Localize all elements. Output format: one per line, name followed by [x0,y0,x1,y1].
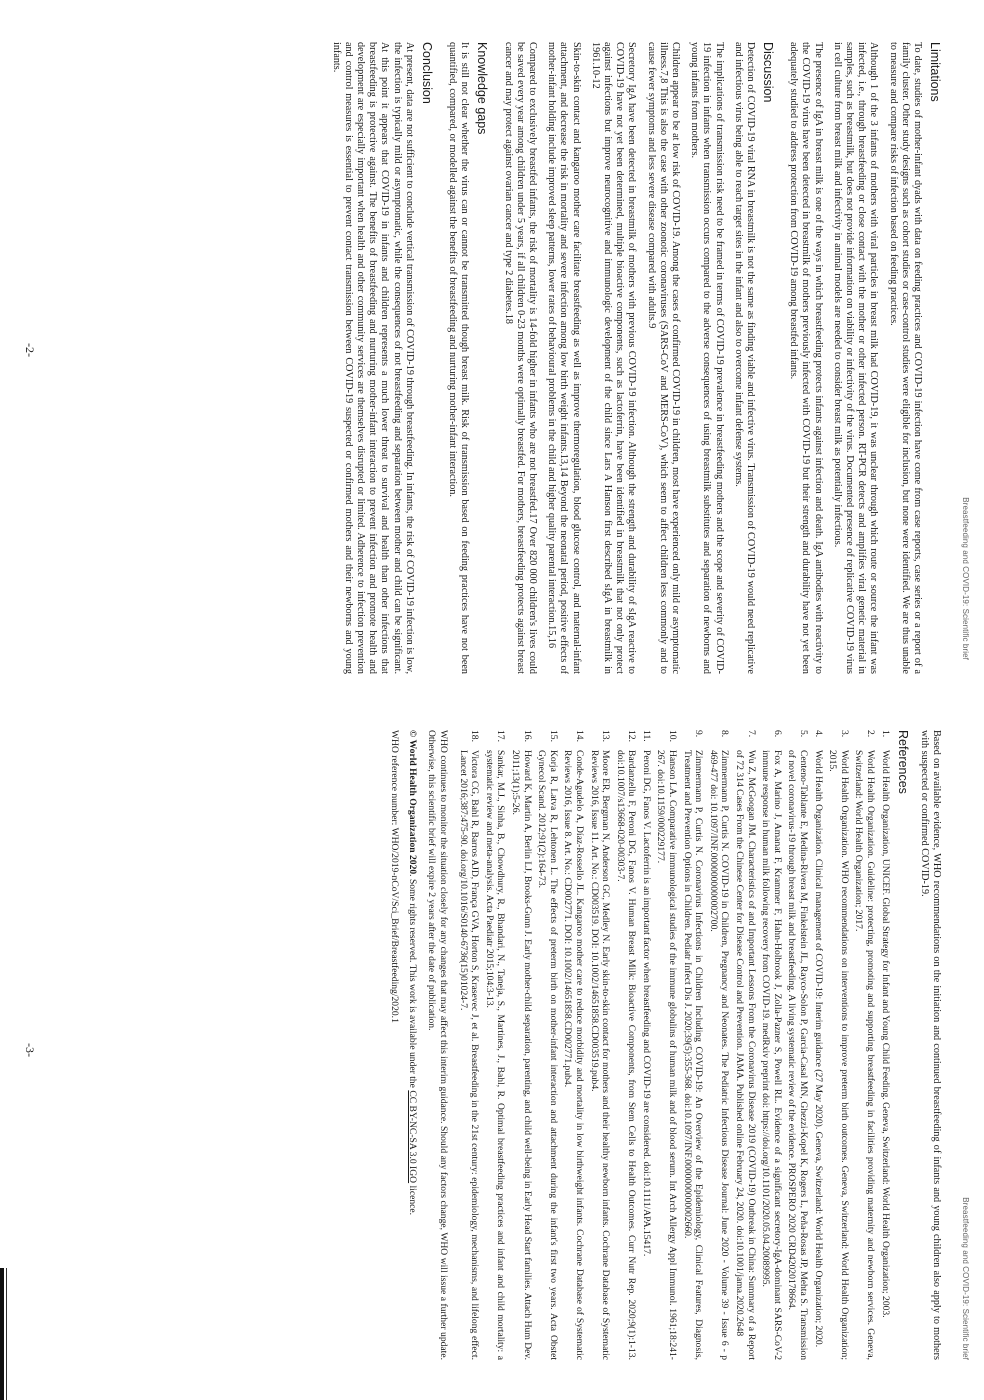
reference-number: 18. [469,730,481,742]
body-paragraph: The implications of transmission risk need to be framed in terms of COVID-19 prevalence in breastfeeding mothers and the scope and severity of COVID-19 infection in infants when transmission occurs compared to the adverse consequences of using breastmilk substitutes and separation of newborns and young infants from mothers. [689,42,725,674]
scan-edge-bar [0,1268,4,1400]
license-link[interactable]: CC BY-NC-SA 3.0 IGO [407,1090,419,1184]
body-paragraph: Children appear to be at low risk of COVID-19. Among the cases of confirmed COVID-19 in children, most have experienced only mild or asymptomatic illness.7,8 This is also the case with other zoonotic coronaviruses (SARS-CoV and MERS-CoV), which seem to affect children less commonly and to cause fewer symptoms and less severe disease compared with adults.9 [645,42,681,674]
reference-number: 11. [640,730,652,742]
reference-number: 6. [771,730,783,738]
reference-item [483,730,506,1360]
reference-item [655,730,678,1360]
body-paragraph: At present, data are not sufficient to conclude vertical transmission of COVID-19 through breastfeeding. In infants, the risk of COVID-19 infection is low, the infection is typically mild or asymptomatic, while the consequences of not breastfeeding and separation between mother and child can be significant. At this point it appears that COVID-19 in infants and children represents a much lower threat to survival and health than other infections that breastfeeding is protective against. The benefits of breastfeeding and nurturing mother-infant interaction to prevent infection and promote health and development are especially important when health and other community services are themselves disrupted or limited. Adherence to infection prevention and control measures is essential to prevent contact transmission between COVID-19 suspected or confirmed mothers and their newborns and young infants. [330,42,415,674]
reference-number: 4. [812,730,824,738]
reference-item [640,730,652,1360]
footer-notes [388,730,449,1360]
section-heading: Conclusion [419,42,434,104]
reference-text: Wu Z, McGoogan JM. Characteristics of and Important Lessons From the Coronavirus Disease 2019 (COVID-19) Outbreak in China: Summary of a Report of 72 314 Cases From the Chinese Center for Disease Control and Prevention. JAMA. Published online February 24, 2020. doi:10.1001/jama.2020.2648 [734,750,757,1360]
references-heading: References [895,730,910,794]
reference-number: 5. [798,730,810,738]
reference-number: 9. [693,730,705,738]
reference-text: Victora CG, Bahl R, Barros AJD, França GVA, Horton S, Krasevec J, et al. Breastfeeding in the 21st century: epidemiology, mechanisms, and lifelong effect. Lancet 2016;387:475-90. doi.org/10.1016/S0140-6736(15)01024-7. [457,750,481,1360]
reference-number: 16. [521,730,533,742]
section-knowledge-gaps [446,42,489,674]
body-paragraph: To date, studies of mother-infant dyads with data on feeding practices and COVID-19 infection have come from case reports, case series or a report of a family cluster. Other study designs such as cohort studies or case-control studies were eligible for inclusion, but none were identified. We are thus unable to measure and compare risks of infection based on feeding practices. [887,42,923,674]
recommendation-intro [918,730,942,1360]
reference-number: 3. [838,730,850,738]
reference-item [733,730,756,1360]
license-end: licence. [407,1183,419,1216]
reference-text: Howard K, Martin A, Berlin LJ, Brooks-Gunn J. Early mother-child separation, parenting, and child well-being in Early Head Start families. Attach Hum Dev. 2011;13(1):5-26. [509,750,533,1360]
body-paragraph: Detection of COVID-19 viral RNA in breastmilk is not the same as finding viable and infective virus. Transmission of COVID-19 would need replicative and infectious virus being able to reach target sites in the infant and also to overcome infant defense systems. [732,42,756,674]
reference-text: World Health Organization. Guideline: protecting, promoting and supporting breastfeeding in facilities providing maternity and newborn services. Geneva, Switzerland: World Health Organization; 2017. [853,750,876,1360]
reference-text: Korja R, Latva R, Lehtonen L. The effects of preterm birth on mother-infant interaction and attachment during the infant's first two years. Acta Obstet Gynecol Scand. 2012;91(2):164-73. [536,750,559,1360]
reference-text: Peroni DG, Fanos V. Lactoferrin is an important factor when breastfeeding and COVID-19 are considered. doi:10.1111/APA.15417. [640,750,652,1257]
reference-text: World Health Organization. WHO recommendations on interventions to improve preterm birth outcomes. Geneva, Switzerland: World Health Organization; 2015. [827,750,850,1360]
body-paragraph: Skin-to-skin contact and kangaroo mother care facilitate breastfeeding as well as improve thermoregulation, blood glucose control, and maternal-infant attachment, and decrease the risk in mortality and severe infection among low birth weight infants.13,14 Beyond the neonatal period, positive effects of mother-infant holding include improved sleep patterns, lower rates of behavioural problems in the child and higher quality parental interaction.15,16 [546,42,582,674]
copyright-symbol: © [407,730,419,738]
reference-item [786,730,809,1360]
reference-item [853,730,876,1360]
body-paragraph: The presence of IgA in breast milk is one of the ways in which breastfeeding protects infants against infection and death. IgA antibodies with reactivity to the COVID-19 virus have been detected in breastmilk of mothers previously infected with COVID-19 but their strength and durability have not yet been adequately studied to address protection from COVID-19 among breastfed infants. [788,42,824,674]
left-page-sections [329,42,942,674]
section-conclusion [329,42,433,674]
section-heading: Discussion [760,42,775,103]
reference-number: 13. [600,730,612,742]
reference-number: 7. [745,730,757,738]
reference-number: 17. [495,730,507,742]
reference-number: 12. [626,730,638,742]
reference-text: World Health Organization. Clinical management of COVID-19: Interim guidance (27 May 2020). Geneva, Switzerland: World Health Organization; 2020. [812,750,824,1348]
section-discussion [501,42,775,674]
running-header: Breastfeeding and COVID-19: Scientific brief [961,497,970,660]
reference-item [812,730,824,1360]
body-paragraph: Secretory IgA have been detected in breastmilk of mothers with previous COVID-19 infection. Although the strength and durability of sIgA reactive to COVID-19 have not yet been determined, multiple bioactive components, such as lactoferrin, have been identified in breastmilk that not only protect against infections but improve neurocognitive and immunologic development of the child since Lars A Hanson first described sIgA in breastmilk in 1961.10-12 [589,42,638,674]
references-list [457,730,891,1360]
body-paragraph: Compared to exclusively breastfed infants, the risk of mortality is 14-fold higher in infants who are not breastfed.17 Over 820 000 children's lives could be saved every year among children under 5 years, if all children 0-23 months were optimally breastfed. For mothers, breastfeeding protects against breast cancer and may protect against ovarian cancer and type 2 diabetes.18 [502,42,538,674]
reference-item [681,730,704,1360]
reference-number: 14. [573,730,585,742]
page-number: -3- [23,1043,37,1057]
body-paragraph: Although 1 of the 3 infants of mothers with viral particles in breast milk had COVID-19, it was unclear through which route or source the infant was infected, i.e., through breastfeeding or close contact with the mother or other infected person. RT-PCR detects and amplifies viral genetic material in samples, such as breastmilk, but does not provide information on viability or infectivity of the virus. Documented presence of replicative COVID-19 virus in cell culture from breast milk and infectivity in animal models are needed to consider breast milk as potentially infectious. [831,42,880,674]
reference-text: Zimmermann P, Curtis N. COVID-19 in Children, Pregnancy and Neonates. The Pediatric Infectious Disease Journal: June 2020 - Volume 39 - Issue 6 - p 469-477 doi: 10.1097/INF.0000000000002700. [707,750,731,1360]
reference-text: Bardanzellu F, Peroni DG, Fanos V. Human Breast Milk: Bioactive Components, from Stem Cells to Health Outcomes. Curr Nutr Rep. 2020;9(1):1-13. doi:10.1007/s13668-020-00303-7. [614,750,638,1360]
copyright-line [407,730,419,1360]
reference-item [760,730,783,1360]
reference-text: Hanson LA. Comparative immunological studies of the immune globulins of human milk and of blood serum. Int Arch Allergy Appl Immunol. 1961;18:241-267. doi:10.1159/000229177. [655,750,679,1360]
reference-text: Centeno-Tablante E, Medina-Rivera M, Finkelstein JL, Rayco-Solon P, Garcia-Casal MN, Ghezzi-Kopel K, Rogers L, Peña-Rosas JP, Mehta S. Transmission of novel coronavirus-19 through breast milk and breastfeeding. A living systematic review of the evidence. PROSPERO 2020 CRD42020178664. [786,750,810,1360]
reference-text: Sankar, M.J., Sinha, B., Chowdhury, R., Bhandari, N., Taneja, S., Martines, J., Bahl, R. Optimal breastfeeding practices and infant and child mortality: a systematic review and meta-analysis. Acta Paediatr 2015;104:3-13. [483,750,507,1360]
reference-number: WHO reference number: WHO/2019-nCoV/Sci_Brief/Breastfeeding/2020.1 [388,730,400,1023]
body-paragraph: It is still not clear whether the virus can or cannot be transmitted though breast milk. Risk of transmission based on feeding practices have not been quantified, compared, or modelled against the benefits of breastfeeding and nurturing mother-infant interaction. [447,42,471,674]
reference-number: 8. [719,730,731,738]
reference-text: Fox A, Marino J, Amanat F, Krammer F, Hahn-Holbrook J, Zolla-Pazner S, Powell RL. Evidence of a significant secretory-IgA-dominant SARS-CoV-2 immune response in human milk following recovery from COVID-19. medRxiv preprint doi: https://doi.org/10.1101/2020.05.04.20089995. [760,750,783,1360]
reference-text: World Health Organization, UNICEF. Global Strategy for Infant and Young Child Feeding. Geneva, Switzerland: World Health Organization; 2003. [879,750,891,1318]
section-heading: Limitations [928,42,942,102]
reference-item [457,730,480,1360]
reference-item [536,730,559,1360]
copyright-text: . Some rights reserved. This work is available under the [407,874,419,1091]
reference-text: Moore ER, Bergman N, Anderson GC, Medley N. Early skin-to-skin contact for mothers and their healthy newborn infants. Cochrane Database of Systematic Reviews 2016, Issue 11. Art. No.: CD003519. DOI: 10.1002/14651858.CD003519.pub4. [588,750,612,1360]
reference-text: Conde-Agudelo A, Díaz-Rossello JL. Kangaroo mother care to reduce morbidity and mortality in low birthweight infants. Cochrane Database of Systematic Reviews 2016, Issue 8. Art. No.: CD002771. DOI: 10.1002/14651858.CD002771.pub4. [562,750,585,1360]
scan-edge-line [6,1268,7,1400]
section-limitations [787,42,942,674]
reference-number: 10. [667,730,679,742]
reference-number: 1. [879,730,891,738]
section-heading: Knowledge gaps [475,42,490,135]
reference-item [879,730,891,1360]
reference-number: 15. [547,730,559,742]
page-number: -2- [23,343,37,357]
reference-number: 2. [865,730,876,738]
reference-item [827,730,850,1360]
page-3 [0,700,984,1400]
reference-item [707,730,730,1360]
running-header: Breastfeeding and COVID-19: Scientific brief [961,1197,970,1360]
monitoring-note: WHO continues to monitor the situation closely for any changes that may affect this interim guidance. Should any factors change, WHO will issue a further update. Otherwise, this scientific brief will expire 2 years after the date of publication. [426,730,449,1360]
reference-item [562,730,585,1360]
intro-paragraph: Based on available evidence, WHO recommendations on the initiation and continued breastfeeding of infants and young children also apply to mothers with suspected or confirmed COVID-19. [918,730,942,1360]
reference-text: Zimmermann P, Curtis N. Coronavirus Infections in Children Including COVID-19: An Overview of the Epidemiology, Clinical Features, Diagnosis, Treatment and Prevention Options in Children. Pediatr Infect Dis J. 2020;39(5):355-368. doi:10.1097/INF.0000000000002660. [681,750,705,1360]
copyright-holder: World Health Organization 2020 [407,739,419,875]
reference-item [588,730,611,1360]
reference-item [614,730,637,1360]
reference-item [509,730,532,1360]
